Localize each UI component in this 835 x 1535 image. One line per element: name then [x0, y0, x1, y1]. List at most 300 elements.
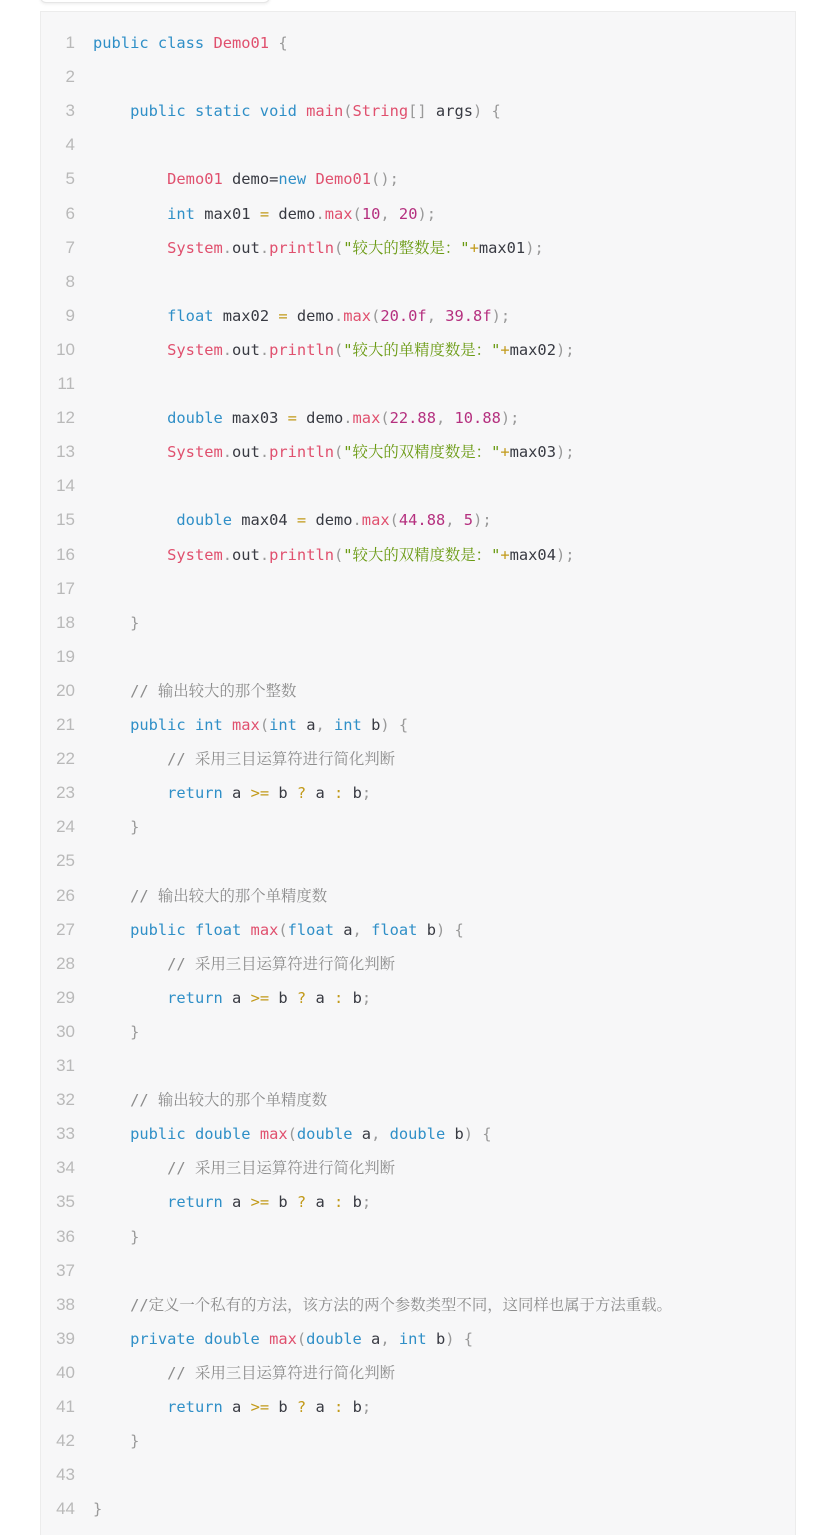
code-token: public int	[130, 716, 233, 734]
code-token: (	[287, 1125, 297, 1144]
code-text	[93, 1294, 672, 1316]
code-token: );	[555, 545, 575, 564]
code-token: .	[315, 204, 325, 223]
code-token: ,	[380, 204, 399, 223]
code-text	[93, 1498, 102, 1520]
code-token: max02	[509, 340, 556, 359]
code-token: );	[555, 443, 575, 462]
line-number: 19	[56, 646, 75, 666]
code-text	[93, 748, 395, 770]
code-token: []	[408, 102, 427, 121]
code-token: max02	[213, 306, 279, 325]
line-number: 21	[56, 715, 75, 734]
line-number: 38	[56, 1294, 75, 1314]
code-token: max04	[232, 511, 297, 530]
code-token: demo	[296, 409, 344, 428]
code-token: float	[371, 920, 418, 939]
code-token: b	[269, 1193, 297, 1212]
code-token: );	[525, 238, 544, 257]
code-token: int	[398, 1329, 427, 1348]
code-token: ;	[361, 784, 372, 803]
line-number: 11	[57, 374, 75, 393]
code-token	[93, 102, 130, 120]
code-token: ;	[361, 1193, 372, 1212]
code-token: b	[343, 988, 362, 1007]
code-token: 5	[463, 511, 474, 530]
code-text	[93, 32, 288, 54]
code-token	[93, 409, 167, 427]
code-line	[41, 1089, 797, 1111]
code-token: }	[130, 1022, 140, 1041]
code-text	[93, 441, 575, 463]
code-token: );	[417, 204, 437, 223]
code-token: b	[445, 1125, 464, 1144]
code-token: println	[269, 545, 334, 564]
code-token: public double	[130, 1125, 260, 1144]
code-token	[93, 1398, 167, 1416]
code-line	[41, 612, 797, 634]
code-line	[41, 1328, 797, 1350]
code-token: "较大的整数是："	[343, 238, 470, 257]
line-number: 44	[56, 1499, 75, 1519]
line-number: 14	[56, 476, 75, 496]
code-line	[41, 168, 797, 190]
line-number: 25	[56, 851, 75, 871]
code-text	[93, 1157, 395, 1179]
code-token: b	[343, 784, 362, 803]
code-token: :	[334, 784, 344, 803]
code-token: =	[287, 409, 297, 428]
code-token: ,	[380, 1329, 399, 1348]
code-text	[93, 1328, 473, 1350]
code-token	[93, 1091, 130, 1109]
code-token: b	[426, 1329, 446, 1348]
code-token: println	[269, 340, 334, 359]
code-text	[93, 782, 371, 804]
line-number: 16	[56, 544, 75, 564]
code-token	[93, 887, 130, 905]
code-line	[41, 885, 797, 907]
code-token: double	[306, 1329, 362, 1348]
code-token: double	[176, 511, 233, 530]
code-line	[41, 100, 797, 122]
code-token	[93, 1125, 130, 1143]
code-token: double	[167, 409, 223, 428]
code-token: a	[361, 1329, 381, 1348]
code-token: .	[222, 340, 233, 359]
line-number: 40	[56, 1362, 75, 1382]
code-text	[93, 1191, 371, 1213]
code-token: return	[167, 988, 223, 1007]
code-text	[93, 544, 575, 566]
line-number: 42	[56, 1431, 75, 1451]
code-token: ) {	[380, 716, 409, 734]
code-token: max	[343, 306, 372, 325]
code-token: a	[306, 1398, 335, 1416]
code-text	[93, 1123, 492, 1145]
code-line	[41, 373, 797, 395]
code-token: demo	[269, 204, 316, 223]
code-text	[93, 1021, 139, 1043]
line-number: 5	[65, 169, 75, 189]
line-number: 33	[56, 1124, 75, 1144]
code-token: ?	[296, 1398, 307, 1416]
code-token: );	[473, 511, 492, 530]
code-text	[93, 816, 139, 838]
code-token: return	[167, 1193, 223, 1212]
code-token: demo=	[222, 170, 279, 189]
code-line	[41, 1021, 797, 1043]
code-token: 20.0f	[380, 306, 427, 325]
code-token: =	[296, 511, 307, 530]
code-text	[93, 714, 408, 736]
code-token	[93, 750, 167, 768]
code-token	[93, 682, 130, 700]
code-token: a	[222, 1398, 251, 1416]
line-number: 41	[56, 1397, 75, 1416]
line-number: 39	[56, 1328, 75, 1348]
code-line	[41, 1362, 797, 1384]
code-line	[41, 32, 797, 54]
code-token: b	[343, 1193, 362, 1212]
code-token: max	[269, 1329, 297, 1348]
code-token: Demo01	[167, 170, 223, 189]
code-token: +	[500, 443, 510, 462]
code-token: out	[232, 238, 260, 257]
code-line	[41, 782, 797, 804]
code-token	[93, 205, 167, 223]
code-token: "较大的双精度数是："	[343, 443, 501, 462]
code-token: .	[259, 238, 270, 257]
code-token: a	[306, 784, 335, 803]
code-token: main	[306, 102, 344, 121]
code-line	[41, 1498, 797, 1520]
line-number: 36	[56, 1226, 75, 1246]
code-token: max	[361, 511, 390, 530]
code-token: System	[167, 545, 223, 564]
code-token	[93, 341, 167, 359]
code-line	[41, 987, 797, 1009]
code-token: System	[167, 238, 223, 257]
code-token: (	[389, 511, 399, 530]
code-token: double	[389, 1125, 446, 1144]
line-number: 1	[65, 33, 75, 52]
code-token: max	[250, 920, 279, 939]
code-line	[41, 305, 797, 327]
code-token: ,	[371, 1125, 390, 1144]
line-number: 29	[56, 987, 75, 1007]
line-number: 34	[56, 1158, 75, 1178]
code-line	[41, 1191, 797, 1213]
code-text	[93, 305, 510, 327]
code-token	[93, 239, 167, 257]
code-token: +	[500, 340, 510, 359]
code-line	[41, 339, 797, 361]
code-token: (	[334, 443, 344, 462]
code-line	[41, 1226, 797, 1248]
code-line	[41, 544, 797, 566]
code-token: b	[343, 1398, 362, 1416]
code-token: float	[287, 920, 334, 939]
line-number: 4	[65, 135, 75, 155]
code-text	[93, 237, 544, 259]
line-number: 10	[56, 339, 75, 359]
code-token	[93, 716, 130, 734]
code-token: +	[500, 545, 510, 564]
code-token	[93, 307, 167, 325]
code-token: demo	[306, 511, 353, 530]
code-token: ) {	[473, 102, 501, 121]
code-token: public float	[130, 920, 251, 939]
code-token: int	[167, 204, 195, 223]
code-token	[93, 1159, 167, 1177]
code-token	[93, 989, 167, 1007]
code-token: ) {	[463, 1125, 492, 1144]
code-token: 10	[361, 204, 381, 223]
code-token: :	[334, 1193, 344, 1212]
code-text	[93, 168, 399, 190]
code-line	[41, 748, 797, 770]
code-token: ;	[361, 988, 372, 1007]
code-token: (	[334, 545, 344, 564]
code-token: // 采用三目运算符进行简化判断	[167, 750, 396, 769]
line-number: 2	[65, 67, 75, 87]
code-token: ,	[426, 306, 446, 325]
code-line	[41, 646, 797, 668]
code-token: a	[333, 920, 353, 939]
line-number: 37	[56, 1260, 75, 1280]
code-token: >=	[250, 1398, 270, 1416]
line-number: 23	[56, 783, 75, 803]
code-line	[41, 1464, 797, 1486]
line-number: 35	[56, 1192, 75, 1212]
code-token: ?	[296, 784, 307, 803]
code-token: .	[222, 238, 233, 257]
code-token: (	[278, 920, 288, 939]
code-token: ();	[371, 170, 399, 189]
code-token: System	[167, 443, 223, 462]
code-token	[93, 1296, 130, 1314]
code-line	[41, 407, 797, 429]
code-token	[93, 921, 130, 939]
code-token: max	[324, 204, 353, 223]
code-token: new	[278, 170, 316, 189]
code-token: // 采用三目运算符进行简化判断	[167, 954, 396, 973]
code-token: .	[352, 511, 362, 530]
line-number: 17	[56, 578, 75, 598]
line-number: 9	[65, 305, 75, 325]
code-token: float	[167, 306, 214, 325]
line-number: 7	[65, 237, 75, 257]
code-text	[93, 407, 519, 429]
code-text	[93, 100, 501, 122]
line-number: 43	[56, 1465, 75, 1485]
code-token: 22.88	[389, 409, 436, 428]
code-line	[41, 271, 797, 293]
code-token: +	[469, 238, 479, 257]
code-token: );	[500, 409, 520, 428]
code-token: }	[130, 1227, 140, 1246]
code-text	[93, 1362, 395, 1384]
code-token: >=	[250, 784, 270, 803]
code-token: a	[306, 988, 335, 1007]
code-token: ) {	[435, 920, 464, 939]
code-token: }	[130, 1432, 140, 1451]
code-tab[interactable]	[40, 0, 270, 3]
code-token: demo	[287, 306, 334, 325]
code-text	[93, 1089, 327, 1111]
code-token: }	[130, 818, 140, 837]
code-token: =	[259, 204, 270, 223]
code-text	[93, 885, 327, 907]
code-token	[93, 614, 130, 632]
code-text	[93, 612, 139, 634]
code-text	[93, 1430, 139, 1452]
line-number: 31	[56, 1056, 75, 1075]
code-token	[93, 784, 167, 802]
code-line	[41, 441, 797, 463]
code-token: >=	[250, 988, 270, 1007]
line-number: 22	[56, 749, 75, 769]
code-token: private double	[130, 1329, 270, 1348]
code-text	[93, 509, 492, 531]
code-token: );	[491, 306, 511, 325]
code-line	[41, 578, 797, 600]
code-token: .	[333, 306, 344, 325]
code-token: max	[352, 409, 381, 428]
code-token	[93, 1330, 130, 1348]
code-token: .	[259, 443, 270, 462]
code-token: .	[259, 545, 270, 564]
code-token: max01	[194, 204, 260, 223]
code-token: ?	[296, 988, 307, 1007]
code-token: int	[269, 716, 297, 734]
code-token: a	[306, 1193, 335, 1212]
code-line	[41, 134, 797, 156]
code-token: ) {	[445, 1329, 474, 1348]
code-token: );	[555, 340, 575, 359]
code-token: b	[269, 988, 297, 1007]
code-token: Demo01	[315, 170, 372, 189]
code-line	[41, 475, 797, 497]
code-token: b	[269, 784, 297, 803]
code-token: return	[167, 1398, 223, 1416]
code-line	[41, 919, 797, 941]
code-token: max	[259, 1125, 288, 1144]
code-token: a	[352, 1125, 372, 1144]
code-token: {	[269, 34, 288, 52]
code-token	[93, 1228, 130, 1246]
code-token: public class	[93, 34, 214, 52]
code-token	[93, 955, 167, 973]
code-token: // 采用三目运算符进行简化判断	[167, 1159, 396, 1178]
line-number: 28	[56, 953, 75, 973]
code-line	[41, 680, 797, 702]
code-token: max	[232, 716, 260, 734]
code-token	[93, 1364, 167, 1382]
code-token: }	[93, 1500, 103, 1519]
code-token: ,	[435, 409, 455, 428]
line-number: 20	[56, 680, 75, 700]
code-token: a	[222, 784, 251, 803]
code-token: a	[222, 1193, 251, 1212]
code-block[interactable]	[40, 11, 796, 1535]
code-token: "较大的双精度数是："	[343, 545, 501, 564]
line-number: 15	[56, 510, 75, 530]
code-token: 39.8f	[445, 306, 492, 325]
code-token: 20	[398, 204, 418, 223]
code-token: ,	[445, 511, 464, 530]
line-number: 27	[56, 919, 75, 939]
code-line	[41, 1157, 797, 1179]
line-number: 3	[65, 101, 75, 121]
code-token: // 采用三目运算符进行简化判断	[167, 1363, 396, 1382]
code-line	[41, 1123, 797, 1145]
code-token: ?	[296, 1193, 307, 1212]
code-text	[93, 1396, 371, 1418]
code-line	[41, 237, 797, 259]
code-line	[41, 850, 797, 872]
line-number: 32	[56, 1090, 75, 1110]
code-token: double	[296, 1125, 353, 1144]
code-token	[93, 1023, 130, 1041]
code-token: return	[167, 784, 223, 803]
code-token	[93, 443, 167, 461]
line-number: 12	[56, 408, 75, 428]
code-token: b	[361, 716, 381, 734]
code-token: max03	[222, 409, 288, 428]
code-token: args	[426, 102, 473, 121]
code-token: 10.88	[454, 409, 501, 428]
line-number: 8	[65, 271, 75, 291]
code-line	[41, 203, 797, 225]
code-text	[93, 919, 464, 941]
code-line	[41, 1430, 797, 1452]
code-token: int	[334, 716, 362, 734]
code-token: ;	[361, 1398, 372, 1416]
code-token: (	[259, 716, 270, 734]
code-line	[41, 816, 797, 838]
code-line	[41, 714, 797, 736]
code-line	[41, 66, 797, 88]
code-token: println	[269, 443, 334, 462]
code-token: a	[222, 988, 251, 1007]
code-token: 44.88	[398, 511, 446, 530]
code-token: :	[334, 988, 344, 1007]
code-token: out	[232, 545, 260, 564]
code-token: max01	[478, 238, 526, 257]
code-token: String	[352, 102, 409, 121]
code-token: .	[222, 545, 233, 564]
code-text	[93, 987, 371, 1009]
code-token: :	[334, 1398, 344, 1416]
code-token: System	[167, 340, 223, 359]
code-token: out	[232, 340, 260, 359]
code-token: (	[380, 409, 390, 428]
code-token: b	[269, 1398, 297, 1416]
code-token: //定义一个私有的方法，该方法的两个参数类型不同，这同样也属于方法重载。	[130, 1295, 672, 1314]
code-line	[41, 1294, 797, 1316]
code-token: // 输出较大的那个单精度数	[130, 1091, 328, 1110]
code-token: .	[259, 340, 270, 359]
code-text	[93, 339, 575, 361]
line-number: 6	[65, 203, 75, 223]
line-number: 18	[56, 612, 75, 632]
code-line	[41, 1260, 797, 1282]
code-token: a	[296, 716, 316, 734]
code-token: (	[352, 204, 362, 223]
code-token	[93, 818, 130, 836]
